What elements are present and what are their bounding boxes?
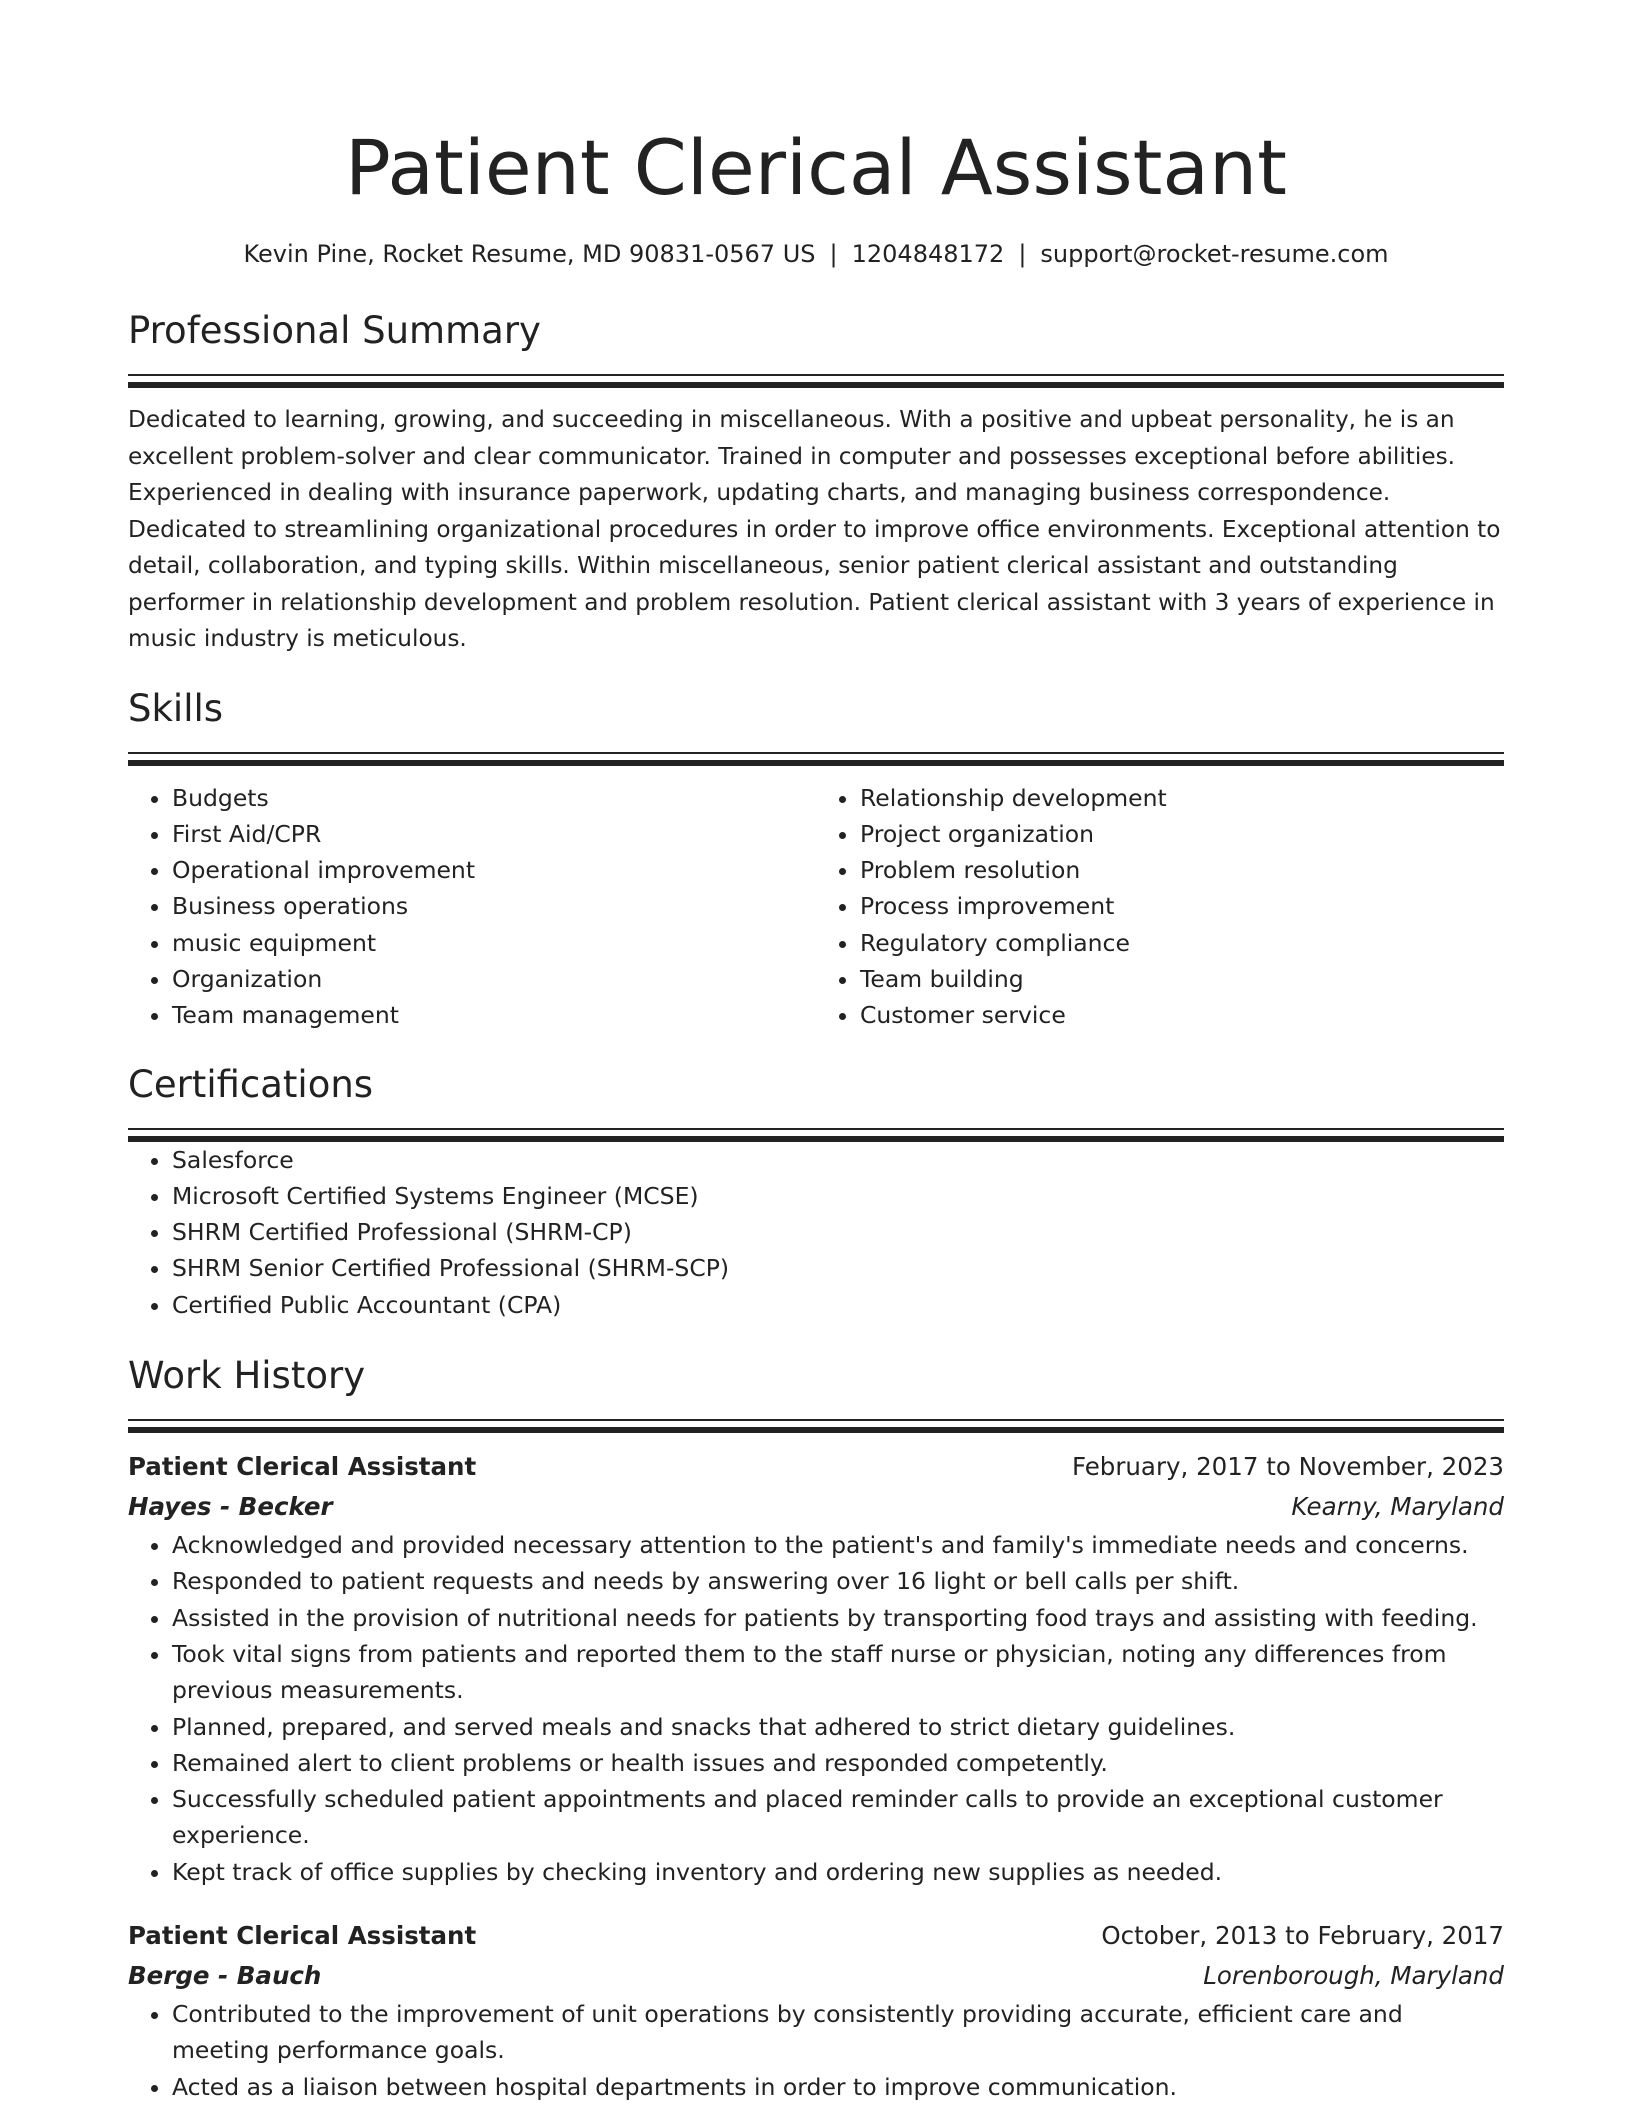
job-location: Kearny, Maryland	[1291, 1492, 1504, 1522]
job-header-row	[128, 1447, 1504, 1487]
skill-item: • Operational improvement	[172, 852, 816, 888]
contact-separator: |	[829, 240, 838, 268]
section-divider	[128, 752, 1504, 766]
section-title-certifications: Certifications	[128, 1062, 374, 1106]
job-dates: October, 2013 to February, 2017	[1101, 1921, 1504, 1951]
job-title: Patient Clerical Assistant	[128, 1921, 477, 1951]
section-title-work-history: Work History	[128, 1354, 366, 1398]
section-divider	[128, 1128, 1504, 1142]
job-header-row	[128, 1916, 1504, 1956]
section-title-skills: Skills	[128, 686, 224, 730]
certification-item: • SHRM Senior Certified Professional (SHRM-SCP)	[172, 1250, 1504, 1286]
job-duty-item: • Took vital signs from patients and reported them to the staff nurse or physician, noting any differences from previous measurements.	[172, 1636, 1504, 1709]
contact-address: Kevin Pine, Rocket Resume, MD 90831-0567 US	[243, 240, 816, 268]
skill-item: • First Aid/CPR	[172, 816, 816, 852]
job-dates: February, 2017 to November, 2023	[1071, 1452, 1504, 1482]
summary-section	[128, 308, 1504, 658]
certification-item: • Certified Public Accountant (CPA)	[172, 1287, 1504, 1323]
job-duty-item: • Contributed to the improvement of unit operations by consistently providing accurate, efficient care and meeting performance goals.	[172, 1996, 1504, 2069]
contact-email: support@rocket-resume.com	[1040, 240, 1389, 268]
summary-text: Dedicated to learning, growing, and succeeding in miscellaneous. With a positive and upbeat personality, he is an excellent problem-solver and clear communicator. Trained in computer and possesses exceptional before abilities. Experienced in dealing with insurance paperwork, updating charts, and managing business correspondence. Dedicated to streamlining organizational procedures in order to improve office environments. Exceptional attention to detail, collaboration, and typing skills. Within miscellaneous, senior patient clerical assistant and outstanding performer in relationship development and problem resolution. Patient clerical assistant with 3 years of experience in music industry is meticulous.	[128, 406, 1501, 652]
skill-item: • Business operations	[172, 888, 816, 924]
section-divider	[128, 374, 1504, 388]
job-title: Patient Clerical Assistant	[128, 1452, 477, 1482]
job-duty-item: • Acted as a liaison between hospital departments in order to improve communication.	[172, 2069, 1504, 2105]
job-duty-item: • Planned, prepared, and served meals and snacks that adhered to strict dietary guidelines.	[172, 1709, 1504, 1745]
skill-item: • Team building	[860, 961, 1504, 997]
skill-item: • music equipment	[172, 925, 816, 961]
skill-item: • Project organization	[860, 816, 1504, 852]
contact-line	[128, 238, 1504, 270]
job-duty-item: • Kept track of office supplies by checking inventory and ordering new supplies as needed.	[172, 1854, 1504, 1890]
job-entry	[128, 1447, 1504, 1890]
skills-columns	[128, 780, 1504, 1034]
job-duty-item: • Acknowledged and provided necessary attention to the patient's and family's immediate needs and concerns.	[172, 1527, 1504, 1563]
job-duties-list	[128, 1996, 1504, 2105]
job-entry	[128, 1916, 1504, 2105]
skill-item: • Relationship development	[860, 780, 1504, 816]
section-title-summary: Professional Summary	[128, 309, 541, 352]
skill-item: • Problem resolution	[860, 852, 1504, 888]
certification-item: • Salesforce	[172, 1142, 1504, 1178]
section-divider	[128, 1419, 1504, 1433]
contact-phone: 1204848172	[851, 240, 1005, 268]
job-duty-item: • Remained alert to client problems or health issues and responded competently.	[172, 1745, 1504, 1781]
work-history-section	[128, 1353, 1504, 2105]
job-employer-row	[128, 1487, 1504, 1527]
skill-item: • Budgets	[172, 780, 816, 816]
certification-item: • SHRM Certified Professional (SHRM-CP)	[172, 1214, 1504, 1250]
skills-list-left	[128, 780, 816, 1034]
skills-section	[128, 686, 1504, 1034]
skill-item: • Regulatory compliance	[860, 925, 1504, 961]
job-duties-list	[128, 1527, 1504, 1890]
skill-item: • Customer service	[860, 997, 1504, 1033]
contact-separator: |	[1018, 240, 1027, 268]
skill-item: • Process improvement	[860, 888, 1504, 924]
resume-title: Patient Clerical Assistant	[345, 123, 1287, 212]
certifications-list	[128, 1142, 1504, 1323]
certifications-section	[128, 1062, 1504, 1323]
job-employer-row	[128, 1956, 1504, 1996]
job-employer: Berge - Bauch	[128, 1961, 322, 1991]
job-duty-item: • Assisted in the provision of nutritional needs for patients by transporting food trays and assisting with feeding.	[172, 1600, 1504, 1636]
job-location: Lorenborough, Maryland	[1203, 1961, 1504, 1991]
job-duty-item: • Successfully scheduled patient appointments and placed reminder calls to provide an exceptional customer experience.	[172, 1781, 1504, 1854]
job-duty-item: • Responded to patient requests and needs by answering over 16 light or bell calls per shift.	[172, 1563, 1504, 1599]
certification-item: • Microsoft Certified Systems Engineer (MCSE)	[172, 1178, 1504, 1214]
skill-item: • Team management	[172, 997, 816, 1033]
skill-item: • Organization	[172, 961, 816, 997]
job-employer: Hayes - Becker	[128, 1492, 333, 1522]
skills-list-right	[816, 780, 1504, 1034]
